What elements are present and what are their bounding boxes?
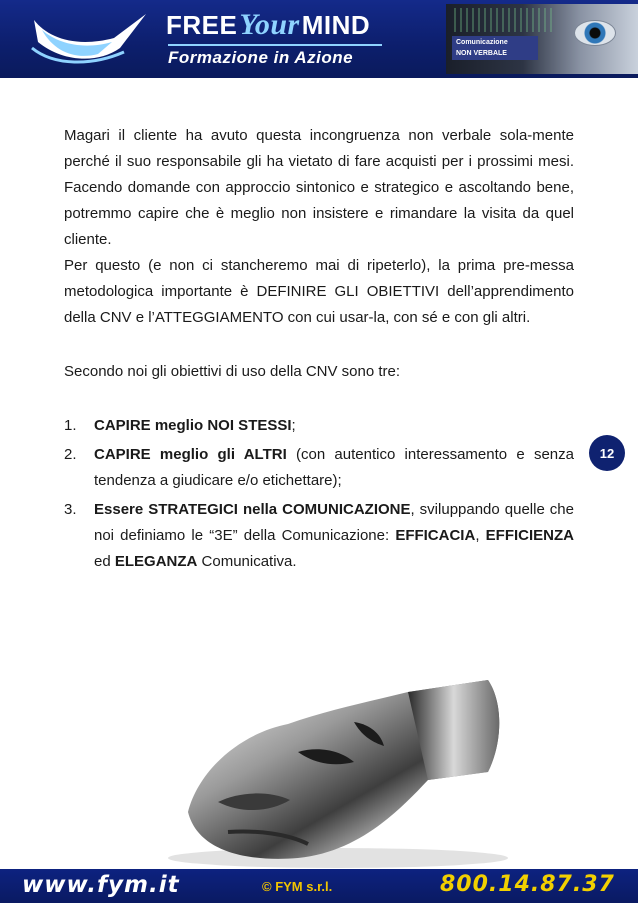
- list-number: 2.: [64, 446, 77, 463]
- list-item: [64, 413, 574, 439]
- list-item-bold: CAPIRE meglio NOI STESSI: [94, 417, 292, 434]
- list-item-text: (con autentico interessamento e senza tendenza a giudicare e/o etichettare);: [94, 446, 574, 489]
- copyright-text: © FYM s.r.l.: [262, 879, 333, 894]
- matrix-pattern: [454, 8, 554, 32]
- phone-number[interactable]: 800.14.87.37: [440, 872, 615, 897]
- brand-name: [166, 8, 370, 42]
- website-link[interactable]: www.fym.it: [22, 872, 180, 898]
- efficacia-term: EFFICACIA: [395, 527, 476, 544]
- paragraph-2: Per questo (e non ci stancheremo mai di ripeterlo), la prima pre-messa metodologica importante è DEFINIRE GLI OBIETTIVI dell’apprendimento della CNV e l’ATTEGGIAMENTO con cui usar-la, con sé e con gli altri.: [64, 257, 574, 326]
- spacer: [64, 331, 574, 359]
- swallow-logo-icon: [28, 8, 148, 68]
- page-content: [64, 123, 574, 578]
- list-item-bold: Essere STRATEGICI nella COMUNICAZIONE: [94, 501, 411, 518]
- brand-tagline: Formazione in Azione: [168, 48, 354, 67]
- objectives-list: [64, 413, 574, 575]
- footer-bar: [0, 869, 638, 903]
- banner-line2: NON VERBALE: [456, 50, 507, 57]
- spacer: [64, 385, 574, 413]
- paragraph-3: Secondo noi gli obiettivi di uso della CNV sono tre:: [64, 363, 401, 380]
- list-item-text: ;: [291, 417, 296, 434]
- list-number: 1.: [64, 417, 77, 434]
- paragraph-1: Magari il cliente ha avuto questa incongruenza non verbale sola-mente perché il suo responsabile gli ha vietato di fare acquisti per i prossimi mesi. Facendo domande con approccio sintonico e strategico e ascoltando bene, potremmo capire che è meglio non insistere e rimandare la visita da quel cliente.: [64, 127, 574, 248]
- cnv-banner-image: [446, 4, 638, 74]
- list-item: [64, 442, 574, 494]
- eleganza-term: ELEGANZA: [114, 553, 198, 570]
- banner-line1: Comunicazione: [456, 39, 508, 46]
- chrome-head-illustration: [158, 662, 518, 872]
- separator: ed: [94, 553, 115, 570]
- page-number-badge: 12: [589, 435, 625, 471]
- eye-icon: [574, 20, 616, 46]
- list-item-bold: CAPIRE meglio gli ALTRI: [94, 446, 287, 463]
- list-item-text: , sviluppando quelle che noi definiamo le “3E” della Comunicazione:: [94, 501, 574, 544]
- list-number: 3.: [64, 501, 77, 518]
- brand-mind: MIND: [301, 10, 371, 40]
- brand-free: FREE: [166, 10, 238, 40]
- separator: ,: [475, 527, 486, 544]
- banner-caption: [452, 36, 538, 60]
- header-bar: [0, 0, 638, 78]
- list-item: [64, 497, 574, 575]
- efficienza-term: EFFICIENZA: [485, 527, 574, 544]
- brand-divider: [168, 44, 382, 46]
- brand-your: Your: [239, 8, 300, 41]
- list-item-tail: Comunicativa.: [197, 553, 297, 570]
